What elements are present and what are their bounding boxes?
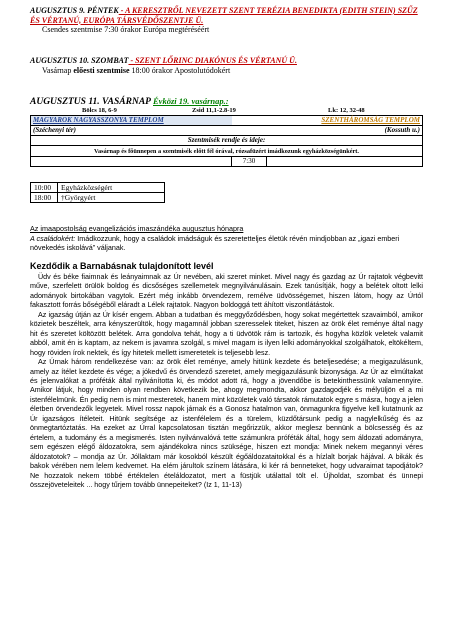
mass-time-left-empty [31,157,232,167]
day1-block [30,6,423,35]
day1-sep: - [118,6,126,15]
times-table [30,182,165,203]
day1-date: AUGUSZTUS 9. PÉNTEK [30,6,119,15]
mass-schedule-table [30,115,423,167]
day2-feast: SZENT LŐRINC DIAKÓNUS ÉS VÉRTANÚ Ü. [135,56,297,65]
church-left-name: MAGYAROK NAGYASSZONYA TEMPLOM [31,116,232,126]
letter-paragraph: Üdv és béke fiaimnak és leányaimnak az Úr nevében, aki szeret minket. Mivel nagy és gazdag az Úr rajtatok végbevitt műve, szerfelett örülök boldog és dicsőséges szellemetek megnyilvánulásain. Ezek tanúsítják, hogy a belétek oltott lelki adományok birtokában vagytok. Ezért még inkább örvendezem, remélve üdvösségemet, hiszen látom, hogy az Úrtól fakasztott forrás bőségéből eláradt a Lélek rajtatok. Nagyon boldoggá tett áhított viszontlátástok. [30,273,423,310]
day1-title [30,6,423,25]
time-cell: 18:00 [31,193,58,203]
sunday-date: AUGUSZTUS 11. VASÁRNAP [30,97,151,107]
mass-intent-right-empty [267,157,423,167]
prayer-label: A családokért: [30,233,76,243]
rosary-note: Vasárnap és főünnepen a szentmisék előtt fél órával, rózsafüzért imádkozunk egyházközségünkért. [31,146,423,157]
time-cell: 10:00 [31,183,58,193]
prayer-body: Imádkozzunk, hogy a családok imádságuk és szeretetteljes életük révén mindjobban az „igazi emberi növekedés iskolává” váljanak. [30,233,400,252]
church-left-location: (Széchenyi tér) [31,126,232,136]
day2-service [30,66,423,76]
day1-service: Csendes szentmise 7:30 órakor Európa megtéréséért [42,25,210,34]
day2-block [30,56,423,76]
intent-cell: Egyházközségért [58,183,165,193]
church-right-name: SZENTHÁROMSÁG TEMPLOM [232,116,423,126]
letter-heading: Kezdődik a Barnabásnak tulajdonított levél [30,261,214,271]
day2-title [30,56,423,66]
reading-2: Zsid 11,1-2.8-19 [192,107,236,114]
prayer-intention [30,224,423,253]
day1-feast: A KERESZTRŐL NEVEZETT SZENT TERÉZIA BENEDIKTA (EDITH STEIN) SZŰZ ÉS VÉRTANÚ, EURÓPA TÁRSVÉDŐSZENTJE Ü. [30,6,418,25]
letter-paragraph: Az Úrnak három rendelkezése van: az örök élet reménye, amely hitünk kezdete és beteljesedése; a megigazulásunk, amely az ítélet kezdete és vége; a jókedvű és örvendező szeretet, amely megigazulásunk bizonysága. Az Úr az elmúltakat és jelenvalókat a próféták által nyilvánította ki, és módot adott rá, hogy a jövendőbe is betekinthessünk valamennyire. Amikor látjuk, hogy minden olyan rendben következik be, ahogy megmondta, akkor gazdagodjék és mélyüljön el a mi istenfélelmünk. Én pedig nem is mint mesteretek, hanem mint közületek való társatok rámutatok egyre s másra, hogy a jelen életben örvendezők legyetek. Mivel rossz napok járnak és a Gonosz hatalmon van, önmagunkra figyelve kell kutatnunk az Úr igazságos ítéleteit. Hitünk segítsége az istenfélelem és a türelem, küzdőtársunk pedig a nagylelkűség és az önmegtartóztatás. Ha ezeket az Úrral kapcsolatosan tisztán megőrizzük, akkor meglesz bennünk a bölcsesség és az értelem, a tudomány és a megismerés. Isten nyilvánvalóvá tette számunkra próféták által, hogy sem áldozati adományra, sem egészen elégő áldozatokra, sem ajándékokra nincs szüksége, hiszen ezt mondja: Minek nekem megannyi véres áldozatotok? – mondja az Úr. Jóllaktam már kosokból készült égőáldozataitokkal és a hízlalt borjak hájával. A bikák és bakok vérében nem lelem kedvemet. Ha elém járultok színem látására, ki kér rá benneteket, hogy udvaraimat tapodjátok? Ne hozzatok nekem többé értéktelen ételáldozatot, mert a füstjük utálattal tölt el. Újholdat, szombat és ünnepi összejöveteleitek ... hogy tűrjem tovább ünnepeiteket? (Iz 1, 11-13) [30,358,423,489]
intent-cell: †Györgyért [58,193,165,203]
day2-service-a: Vasárnap [42,65,74,75]
time-row [31,183,165,193]
day2-service-b: előesti szentmise [73,65,130,75]
reading-3: Lk: 12, 32-48 [328,107,365,114]
letter-paragraph: Az igazság útján az Úr kísér engem. Abban a tudatban és meggyőződésben, hogy sokat megértettek szavaimból, amikor közietek beszéltek, arra kényszerültök, hogy magamnál jobban szeresselek titeket, hiszen az örök élet reménye által nagy hit és szeretet költözött belétek. Arra gondolva tehát, hogy a ti üdvötök rám is tartozik, és hogyha közlök veletek valamit abból, amit én is kaptam, az nekem is javamra szolgál, s mivel magam is ilyen lelki adományokkal szolgálhatok, eltökéltem, hogy röviden írok nektek, és így hitetek mellett ismeretetek is teljesebb lesz. [30,310,423,357]
letter-body [30,273,423,490]
day2-sep: - [128,56,136,65]
prayer-title: Az imaapostolság evangelizációs imaszándéka augusztus hónapra [30,224,244,233]
sunday-ordinary: Évközi 19. vasárnap.: [153,96,229,106]
mass-order-heading: Szentmisék rendje és ideje: [31,136,423,146]
day2-service-c: 18:00 órakor Apostolutódokért [129,65,231,75]
time-row [31,193,165,203]
sunday-title [30,96,423,107]
church-right-location: (Kossuth u.) [232,126,423,136]
reading-1: Bölcs 18, 6-9 [82,107,117,114]
day2-date: AUGUSZTUS 10. SZOMBAT [30,56,129,65]
prayer-text [30,234,423,253]
mass-time-right: 7:30 [232,157,267,167]
